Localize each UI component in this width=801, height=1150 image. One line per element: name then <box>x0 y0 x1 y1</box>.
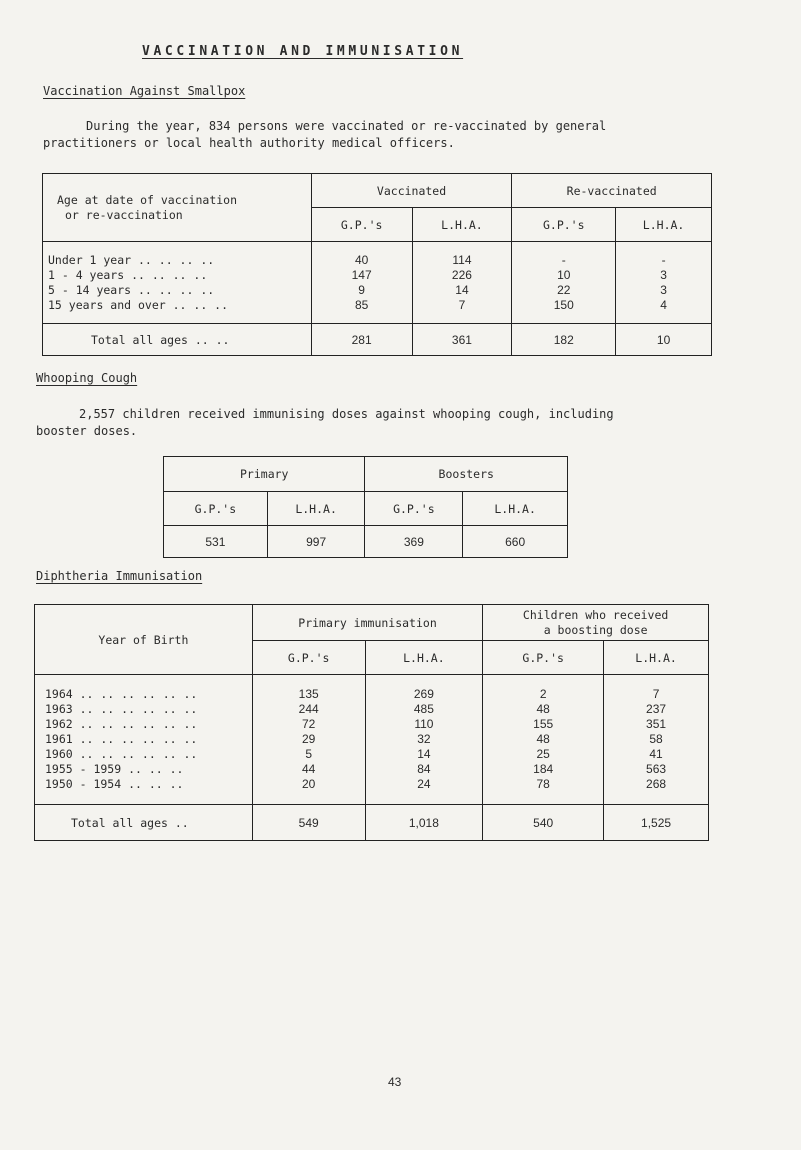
smallpox-age-labels <box>43 242 312 324</box>
whooping-sub-lha: L.H.A. <box>267 492 365 526</box>
diphtheria-total-label: Total all ages .. <box>35 805 253 841</box>
smallpox-table <box>42 173 712 356</box>
table-row-label: 5 - 14 years .. .. .. .. <box>48 282 215 297</box>
diphtheria-total-value: 1,018 <box>365 805 483 841</box>
table-row-label: 1961 .. .. .. .. .. .. <box>45 732 198 746</box>
smallpox-vacc-gp-values: 40 147 9 85 <box>311 242 412 324</box>
whooping-value: 531 <box>164 526 268 558</box>
smallpox-paragraph <box>43 118 763 152</box>
page-number: 43 <box>388 1075 402 1089</box>
diphtheria-total-value: 540 <box>483 805 604 841</box>
table-row-label: Under 1 year .. .. .. .. <box>48 252 215 267</box>
smallpox-revacc-lha-values: - 3 3 4 <box>616 242 712 324</box>
diphtheria-year-labels <box>35 675 253 805</box>
diphtheria-sub-gp: G.P.'s <box>252 641 365 675</box>
whooping-sub-gp: G.P.'s <box>164 492 268 526</box>
smallpox-col-age: Age at date of vaccination or re-vaccination <box>43 174 312 242</box>
diphtheria-primary-lha-values: 269 485 110 32 14 84 24 <box>365 675 483 805</box>
diphtheria-col-year: Year of Birth <box>35 605 253 675</box>
table-row-label: 1 - 4 years .. .. .. .. <box>48 267 208 282</box>
smallpox-revacc-gp-values: - 10 22 150 <box>512 242 616 324</box>
smallpox-total-value: 361 <box>412 324 512 356</box>
diphtheria-heading: Diphtheria Immunisation <box>36 569 203 583</box>
diphtheria-boost-lha-values: 7 237 351 58 41 563 268 <box>604 675 709 805</box>
table-row-label: 1950 - 1954 .. .. .. <box>45 777 184 791</box>
whooping-value: 660 <box>463 526 568 558</box>
whooping-heading: Whooping Cough <box>36 371 138 385</box>
smallpox-sub-gp: G.P.'s <box>512 208 616 242</box>
smallpox-sub-lha: L.H.A. <box>412 208 512 242</box>
whooping-group-boosters: Boosters <box>365 457 568 492</box>
whooping-value: 369 <box>365 526 463 558</box>
whooping-text-line2: booster doses. <box>36 424 138 438</box>
table-row-label: 1964 .. .. .. .. .. .. <box>45 687 198 701</box>
diphtheria-group-boost: Children who received a boosting dose <box>483 605 709 641</box>
smallpox-sub-gp: G.P.'s <box>311 208 412 242</box>
whooping-group-primary: Primary <box>164 457 365 492</box>
smallpox-group-vaccinated: Vaccinated <box>311 174 512 208</box>
whooping-sub-lha: L.H.A. <box>463 492 568 526</box>
table-row-label: 15 years and over .. .. .. <box>48 297 229 312</box>
table-row-label: 1962 .. .. .. .. .. .. <box>45 717 198 731</box>
diphtheria-sub-gp: G.P.'s <box>483 641 604 675</box>
smallpox-total-value: 10 <box>616 324 712 356</box>
smallpox-text-line1: During the year, 834 persons were vaccinated or re-vaccinated by general <box>86 119 607 133</box>
diphtheria-boost-gp-values: 2 48 155 48 25 184 78 <box>483 675 604 805</box>
whooping-text-line1: 2,557 children received immunising doses against whooping cough, including <box>79 407 614 421</box>
smallpox-total-value: 281 <box>311 324 412 356</box>
table-row-label: 1955 - 1959 .. .. .. <box>45 762 184 776</box>
diphtheria-primary-gp-values: 135 244 72 29 5 44 20 <box>252 675 365 805</box>
whooping-paragraph <box>36 406 766 440</box>
table-row-label: 1960 .. .. .. .. .. .. <box>45 747 198 761</box>
diphtheria-sub-lha: L.H.A. <box>604 641 709 675</box>
smallpox-group-revaccinated: Re-vaccinated <box>512 174 712 208</box>
diphtheria-total-value: 1,525 <box>604 805 709 841</box>
whooping-table <box>163 456 568 558</box>
smallpox-total-value: 182 <box>512 324 616 356</box>
smallpox-vacc-lha-values: 114 226 14 7 <box>412 242 512 324</box>
diphtheria-sub-lha: L.H.A. <box>365 641 483 675</box>
smallpox-total-label: Total all ages .. .. <box>43 324 312 356</box>
smallpox-sub-lha: L.H.A. <box>616 208 712 242</box>
smallpox-heading: Vaccination Against Smallpox <box>43 84 246 98</box>
whooping-sub-gp: G.P.'s <box>365 492 463 526</box>
whooping-value: 997 <box>267 526 365 558</box>
page-title: VACCINATION AND IMMUNISATION <box>142 44 464 59</box>
diphtheria-table <box>34 604 709 841</box>
diphtheria-group-primary: Primary immunisation <box>252 605 482 641</box>
table-row-label: 1963 .. .. .. .. .. .. <box>45 702 198 716</box>
diphtheria-total-value: 549 <box>252 805 365 841</box>
smallpox-text-line2: practitioners or local health authority medical officers. <box>43 136 455 150</box>
